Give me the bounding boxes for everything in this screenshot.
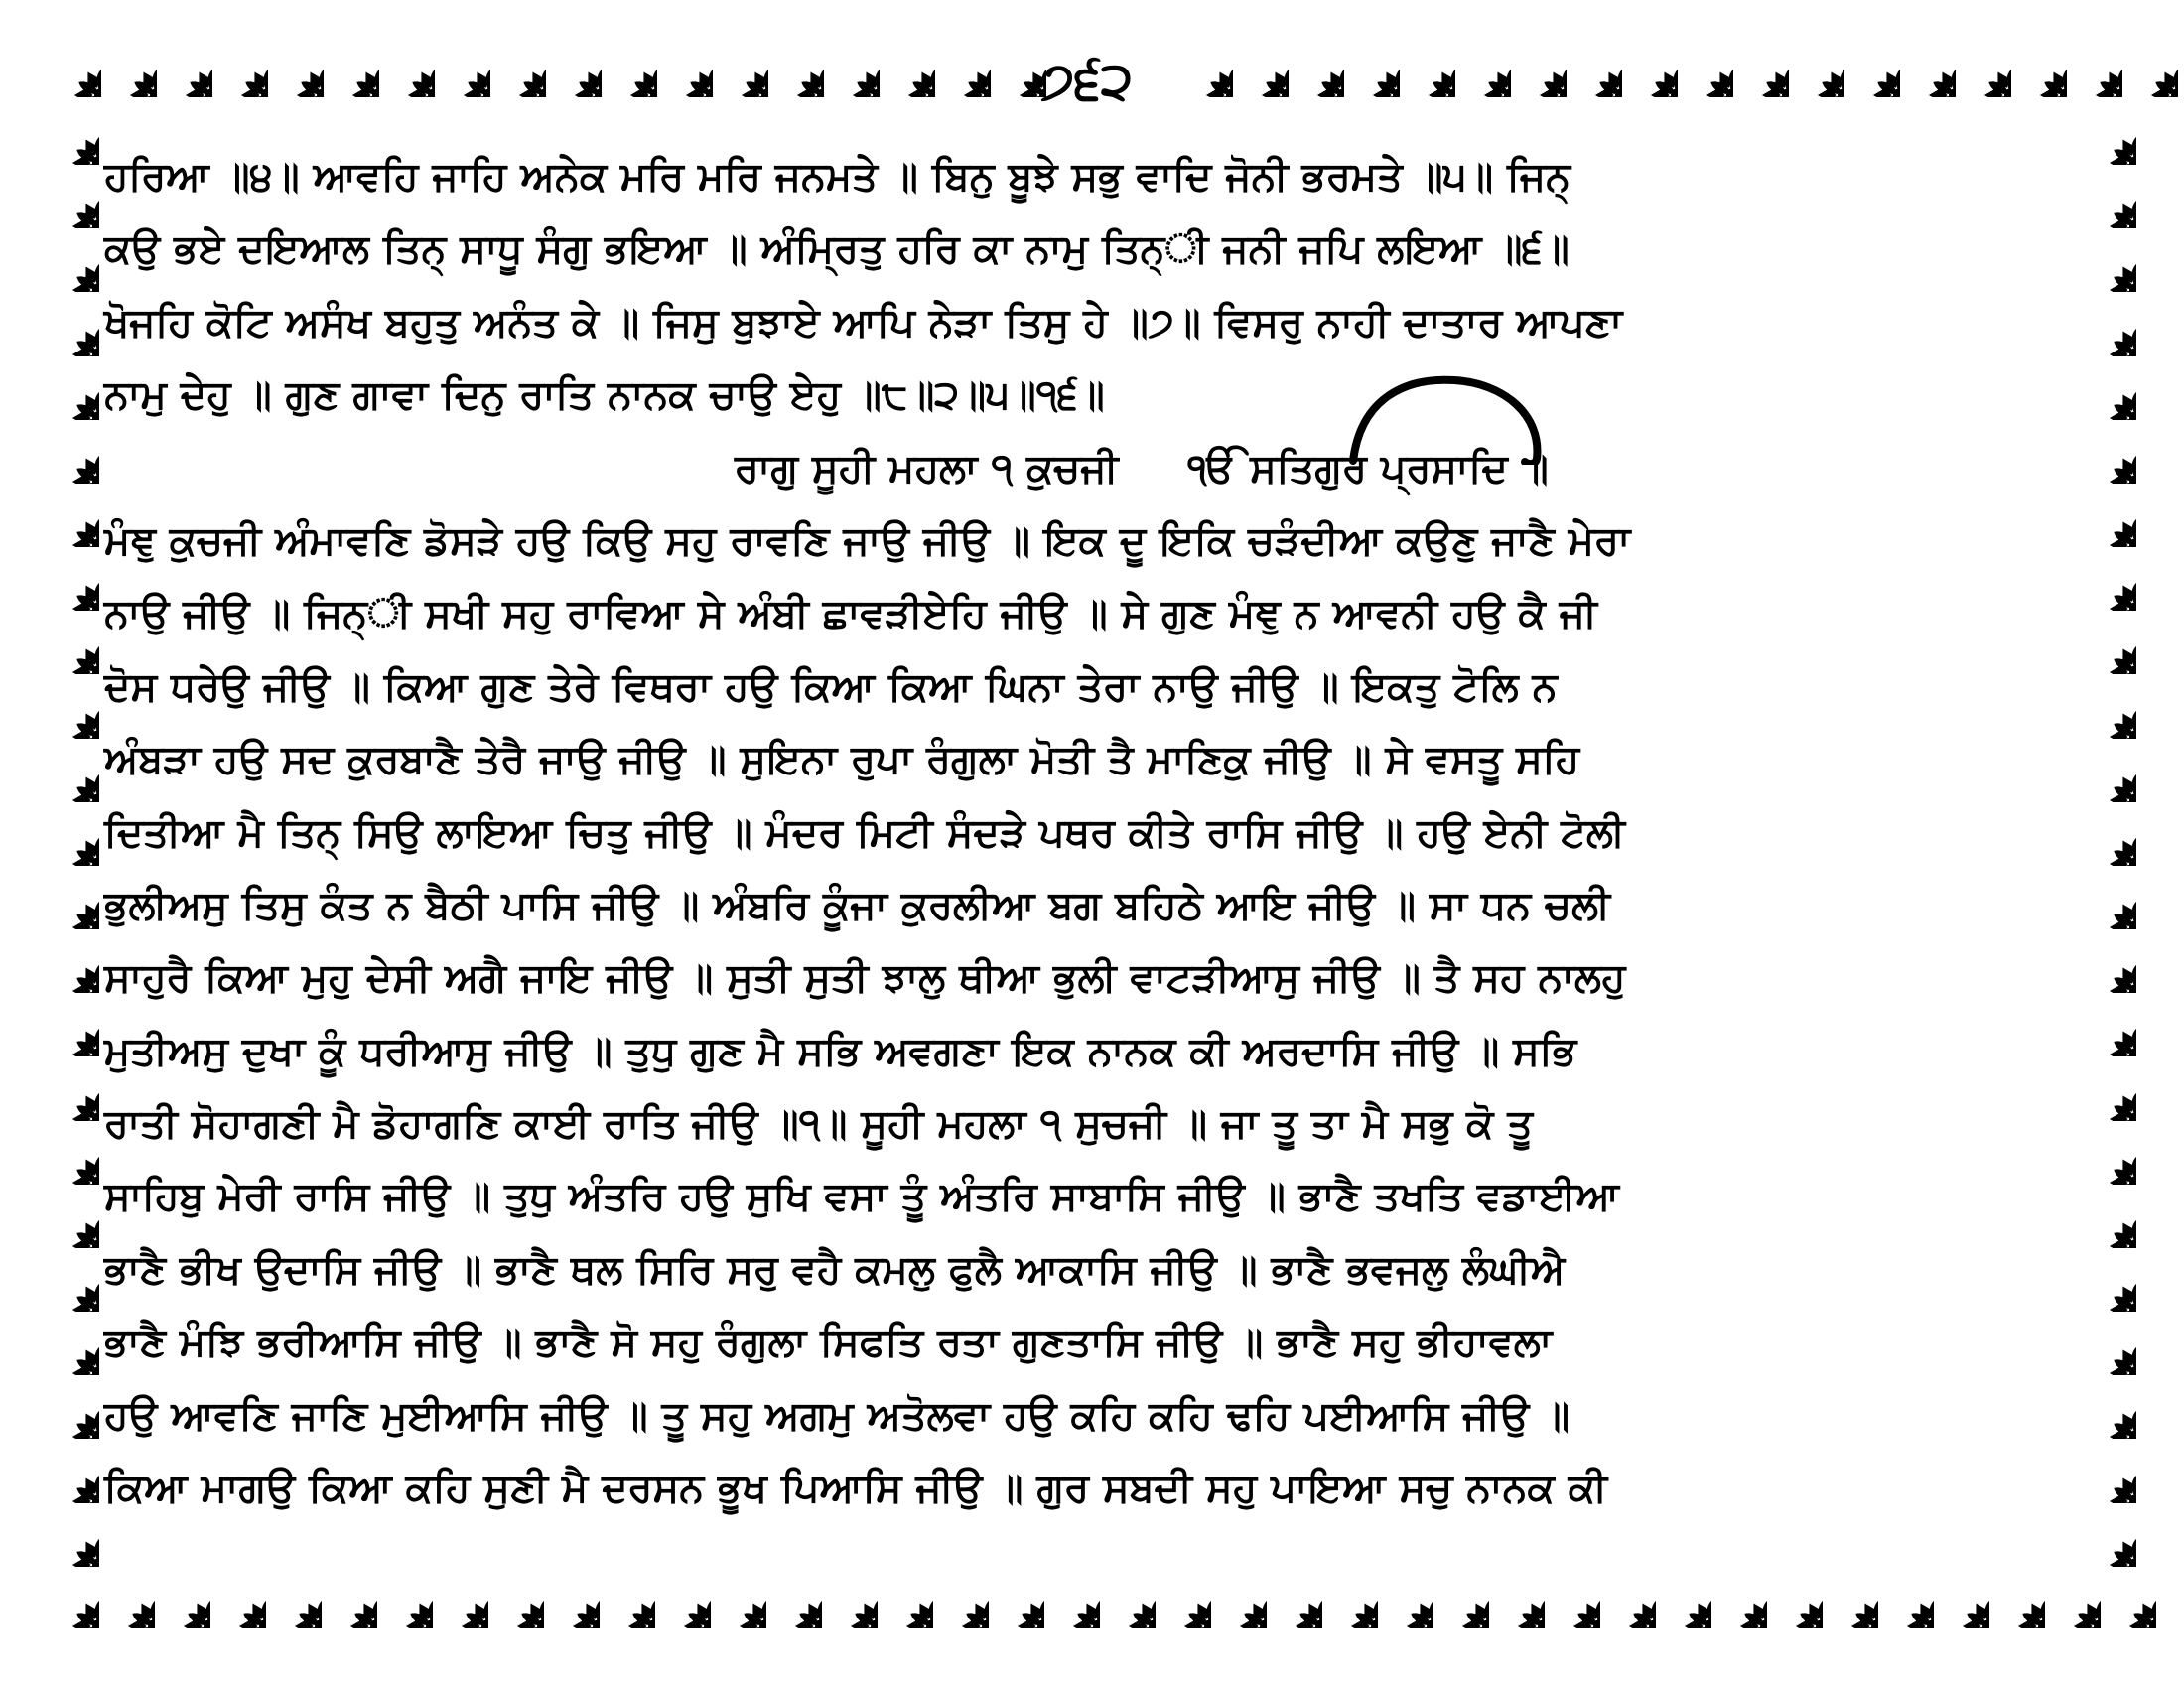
mangal-invocation: ੴ ਸਤਿਗੁਰ ਪ੍ਰਸਾਦਿ ॥ <box>1187 445 1549 492</box>
flower-ornament-icon <box>1044 1569 1100 1628</box>
flower-ornament-icon <box>1433 1569 1489 1628</box>
flower-ornament-icon <box>44 1379 99 1439</box>
flower-ornament-icon <box>1878 1569 1934 1628</box>
flower-ornament-icon <box>435 38 490 97</box>
flower-ornament-icon <box>880 38 935 97</box>
gurbani-line: ਭਾਣੈ ਭੀਖ ਉਦਾਸਿ ਜੀਉ ॥ ਭਾਣੈ ਥਲ ਸਿਰਿ ਸਰੁ ਵਹੈ ਕਮਲੁ ਫੁਲੈ ਆਕਾਸਿ ਜੀਉ ॥ ਭਾਣੈ ਭਵਜਲੁ ਲੰਘੀਐ <box>104 1246 1566 1293</box>
flower-ornament-icon <box>44 806 99 866</box>
flower-ornament-icon <box>44 997 99 1056</box>
gurbani-line: ਭੁਲੀਅਸੁ ਤਿਸੁ ਕੰਤ ਨ ਬੈਠੀ ਪਾਸਿ ਜੀਉ ॥ ਅੰਬਰਿ ਕੂੰਜਾ ਕੁਰਲੀਆ ਬਗ ਬਹਿਠੇ ਆਇ ਜੀਉ ॥ ਸਾ ਧਨ ਚਲੀ <box>104 882 1611 928</box>
flower-ornament-icon <box>2081 997 2136 1056</box>
flower-ornament-icon <box>44 1189 99 1248</box>
raag-title: ਰਾਗੁ ਸੂਹੀ ਮਹਲਾ ੧ ਕੁਚਜੀ <box>735 445 1119 492</box>
flower-ornament-icon <box>210 1569 266 1628</box>
flower-ornament-icon <box>2081 424 2136 484</box>
gurbani-line: ਰਾਤੀ ਸੋਹਾਗਣੀ ਮੈ ਡੋਹਾਗਣਿ ਕਾਈ ਰਾਤਿ ਜੀਉ ॥੧॥ ਸੂਹੀ ਮਹਲਾ ੧ ਸੁਚਜੀ ॥ ਜਾ ਤੂ ਤਾ ਮੈ ਸਭੁ ਕੋ ਤੂ <box>104 1101 1533 1148</box>
flower-ornament-icon <box>711 1569 766 1628</box>
gurbani-line: ਦੋਸ ਧਰੇਉ ਜੀਉ ॥ ਕਿਆ ਗੁਣ ਤੇਰੇ ਵਿਥਰਾ ਹਉ ਕਿਆ ਕਿਆ ਘਿਨਾ ਤੇਰਾ ਨਾਉ ਜੀਉ ॥ ਇਕਤੁ ਟੋਲਿ ਨ <box>104 663 1558 710</box>
flower-ornament-icon <box>2081 1379 2136 1439</box>
flower-ornament-icon <box>2081 806 2136 866</box>
flower-ornament-icon <box>2045 1569 2101 1628</box>
flower-ornament-icon <box>44 743 99 802</box>
flower-ornament-icon <box>1789 38 1844 97</box>
flower-ornament-icon <box>379 38 435 97</box>
gurbani-line: ਸਾਹਿਬੁ ਮੇਰੀ ਰਾਸਿ ਜੀਉ ॥ ਤੁਧੁ ਅੰਤਰਿ ਹਉ ਸੁਖਿ ਵਸਾ ਤੂੰ ਅੰਤਰਿ ਸਾਬਾਸਿ ਜੀਉ ॥ ਭਾਣੈ ਤਖਤਿ ਵਡਾਈਆ <box>104 1174 1620 1220</box>
bottom-border-ornaments <box>44 1569 2142 1632</box>
gurbani-line: ਹਰਿਆ ॥੪॥ ਆਵਹਿ ਜਾਹਿ ਅਨੇਕ ਮਰਿ ਮਰਿ ਜਨਮਤੇ ॥ ਬਿਨੁ ਬੂਝੇ ਸਭੁ ਵਾਦਿ ਜੋਨੀ ਭਰਮਤੇ ॥੫॥ ਜਿਨ੍ <box>104 154 1571 200</box>
flower-ornament-icon <box>44 615 99 674</box>
flower-ornament-icon <box>2081 933 2136 993</box>
flower-ornament-icon <box>768 38 824 97</box>
flower-ornament-icon <box>2081 105 2136 165</box>
flower-ornament-icon <box>44 1061 99 1121</box>
flower-ornament-icon <box>44 933 99 993</box>
page-number: ੭੬੨ <box>1040 52 1134 111</box>
flower-ornament-icon <box>2122 38 2178 97</box>
flower-ornament-icon <box>101 38 157 97</box>
flower-ornament-icon <box>657 38 713 97</box>
flower-ornament-icon <box>766 1569 822 1628</box>
flower-ornament-icon <box>1455 38 1511 97</box>
flower-ornament-icon <box>488 1569 544 1628</box>
gurbani-line: ਅੰਬੜਾ ਹਉ ਸਦ ਕੁਰਬਾਣੈ ਤੇਰੈ ਜਾਉ ਜੀਉ ॥ ਸੁਇਨਾ ਰੁਪਾ ਰੰਗੁਲਾ ਮੋਤੀ ਤੈ ਮਾਣਿਕੁ ਜੀਉ ॥ ਸੇ ਵਸਤੂ ਸਹਿ <box>104 737 1580 783</box>
flower-ornament-icon <box>44 870 99 929</box>
flower-ornament-icon <box>212 38 268 97</box>
flower-ornament-icon <box>1289 38 1344 97</box>
flower-ornament-icon <box>44 551 99 611</box>
flower-ornament-icon <box>2081 1252 2136 1312</box>
flower-ornament-icon <box>1100 1569 1156 1628</box>
gurbani-line: ਖੋਜਹਿ ਕੋਟਿ ਅਸੰਖ ਬਹੁਤੁ ਅਨੰਤ ਕੇ ॥ ਜਿਸੁ ਬੁਝਾਏ ਆਪਿ ਨੇੜਾ ਤਿਸੁ ਹੇ ॥੭॥ ਵਿਸਰੁ ਨਾਹੀ ਦਾਤਾਰ ਆਪਣਾ <box>104 299 1623 346</box>
flower-ornament-icon <box>824 38 880 97</box>
flower-ornament-icon <box>1989 1569 2045 1628</box>
flower-ornament-icon <box>490 38 546 97</box>
flower-ornament-icon <box>2081 297 2136 356</box>
flower-ornament-icon <box>2081 169 2136 228</box>
flower-ornament-icon <box>2101 1569 2156 1628</box>
flower-ornament-icon <box>2081 870 2136 929</box>
flower-ornament-icon <box>2081 1189 2136 1248</box>
flower-ornament-icon <box>44 679 99 739</box>
flower-ornament-icon <box>1767 1569 1823 1628</box>
flower-ornament-icon <box>2081 488 2136 547</box>
flower-ornament-icon <box>713 38 768 97</box>
gurbani-line: ਨਾਮੁ ਦੇਹੁ ॥ ਗੁਣ ਗਾਵਾ ਦਿਨੁ ਰਾਤਿ ਨਾਨਕ ਚਾਉ ਏਹੁ ॥੮॥੨॥੫॥੧੬॥ <box>104 372 1105 419</box>
flower-ornament-icon <box>433 1569 488 1628</box>
flower-ornament-icon <box>2081 743 2136 802</box>
flower-ornament-icon <box>1622 38 1678 97</box>
flower-ornament-icon <box>1600 1569 1656 1628</box>
gurbani-line: ਦਿਤੀਆ ਮੈ ਤਿਨ੍ ਸਿਉ ਲਾਇਆ ਚਿਤੁ ਜੀਉ ॥ ਮੰਦਰ ਮਿਟੀ ਸੰਦੜੇ ਪਥਰ ਕੀਤੇ ਰਾਸਿ ਜੀਉ ॥ ਹਉ ਏਨੀ ਟੋਲੀ <box>104 809 1625 856</box>
flower-ornament-icon <box>44 1125 99 1185</box>
flower-ornament-icon <box>1545 1569 1600 1628</box>
gurbani-line: ਮੰਞੁ ਕੁਚਜੀ ਅੰਮਾਵਣਿ ਡੋਸੜੇ ਹਉ ਕਿਉ ਸਹੁ ਰਾਵਣਿ ਜਾਉ ਜੀਉ ॥ ਇਕ ਦੂ ਇਕਿ ਚੜੰਦੀਆ ਕਉਣੁ ਜਾਣੈ ਮੇਰਾ <box>104 517 1631 564</box>
flower-ornament-icon <box>1656 1569 1711 1628</box>
flower-ornament-icon <box>1344 38 1400 97</box>
flower-ornament-icon <box>44 1444 99 1503</box>
flower-ornament-icon <box>1378 1569 1433 1628</box>
flower-ornament-icon <box>1844 38 1900 97</box>
flower-ornament-icon <box>1156 1569 1211 1628</box>
flower-ornament-icon <box>878 1569 933 1628</box>
flower-ornament-icon <box>1322 1569 1378 1628</box>
flower-ornament-icon <box>2081 1061 2136 1121</box>
flower-ornament-icon <box>1567 38 1622 97</box>
gurbani-line: ਕਉ ਭਏ ਦਇਆਲ ਤਿਨ੍ ਸਾਧੂ ਸੰਗੁ ਭਇਆ ॥ ਅੰਮ੍ਰਿਤੁ ਹਰਿ ਕਾ ਨਾਮੁ ਤਿਨ੍ੀ ਜਨੀ ਜਪਿ ਲਇਆ ॥੬॥ <box>104 226 1570 273</box>
flower-ornament-icon <box>1489 1569 1545 1628</box>
flower-ornament-icon <box>1823 1569 1878 1628</box>
flower-ornament-icon <box>268 38 324 97</box>
gurbani-text-block <box>104 141 2052 1531</box>
flower-ornament-icon <box>655 1569 711 1628</box>
flower-ornament-icon <box>44 1252 99 1312</box>
flower-ornament-icon <box>377 1569 433 1628</box>
left-border-ornaments <box>44 105 103 1567</box>
flower-ornament-icon <box>602 38 657 97</box>
flower-ornament-icon <box>2081 615 2136 674</box>
gurbani-lines <box>104 141 2052 1525</box>
flower-ornament-icon <box>157 38 212 97</box>
flower-ornament-icon <box>546 38 602 97</box>
flower-ornament-icon <box>44 105 99 165</box>
right-border-ornaments <box>2081 105 2140 1567</box>
gurbani-line: ਨਾਉ ਜੀਉ ॥ ਜਿਨ੍ੀ ਸਖੀ ਸਹੁ ਰਾਵਿਆ ਸੇ ਅੰਬੀ ਛਾਵੜੀਏਹਿ ਜੀਉ ॥ ਸੇ ਗੁਣ ਮੰਞੁ ਨ ਆਵਨੀ ਹਉ ਕੈ ਜੀ <box>104 591 1597 637</box>
flower-ornament-icon <box>44 1507 99 1567</box>
flower-ornament-icon <box>44 1316 99 1375</box>
flower-ornament-icon <box>935 38 991 97</box>
flower-ornament-icon <box>2011 38 2067 97</box>
flower-ornament-icon <box>1900 38 1956 97</box>
flower-ornament-icon <box>1956 38 2011 97</box>
flower-ornament-icon <box>44 424 99 484</box>
flower-ornament-icon <box>1711 1569 1767 1628</box>
flower-ornament-icon <box>44 1569 99 1628</box>
flower-ornament-icon <box>1400 38 1455 97</box>
flower-ornament-icon <box>933 1569 989 1628</box>
flower-ornament-icon <box>544 1569 600 1628</box>
flower-ornament-icon <box>1233 38 1289 97</box>
flower-ornament-icon <box>46 38 101 97</box>
flower-ornament-icon <box>2156 1569 2184 1628</box>
top-border-right-ornaments <box>1177 38 2142 101</box>
gurbani-line: ਹਉ ਆਵਣਿ ਜਾਣਿ ਮੁਈਆਸਿ ਜੀਉ ॥ ਤੂ ਸਹੁ ਅਗਮੁ ਅਤੋਲਵਾ ਹਉ ਕਹਿ ਕਹਿ ਢਹਿ ਪਈਆਸਿ ਜੀਉ ॥ <box>104 1392 1570 1439</box>
gurbani-line: ਕਿਆ ਮਾਗਉ ਕਿਆ ਕਹਿ ਸੁਣੀ ਮੈ ਦਰਸਨ ਭੂਖ ਪਿਆਸਿ ਜੀਉ ॥ ਗੁਰ ਸਬਦੀ ਸਹੁ ਪਾਇਆ ਸਚੁ ਨਾਨਕ ਕੀ <box>104 1466 1608 1512</box>
flower-ornament-icon <box>44 488 99 547</box>
flower-ornament-icon <box>44 232 99 292</box>
flower-ornament-icon <box>2081 1125 2136 1185</box>
flower-ornament-icon <box>600 1569 655 1628</box>
flower-ornament-icon <box>322 1569 377 1628</box>
flower-ornament-icon <box>1177 38 1233 97</box>
flower-ornament-icon <box>1678 38 1733 97</box>
flower-ornament-icon <box>1511 38 1567 97</box>
flower-ornament-icon <box>99 1569 155 1628</box>
flower-ornament-icon <box>822 1569 878 1628</box>
section-heading-line <box>104 433 2052 505</box>
flower-ornament-icon <box>2081 232 2136 292</box>
flower-ornament-icon <box>324 38 379 97</box>
top-border-left-ornaments <box>46 38 1001 101</box>
flower-ornament-icon <box>989 1569 1044 1628</box>
flower-ornament-icon <box>266 1569 322 1628</box>
flower-ornament-icon <box>1211 1569 1267 1628</box>
gurbani-line: ਸਾਹੁਰੈ ਕਿਆ ਮੁਹੁ ਦੇਸੀ ਅਗੈ ਜਾਇ ਜੀਉ ॥ ਸੁਤੀ ਸੁਤੀ ਝਾਲੁ ਥੀਆ ਭੁਲੀ ਵਾਟੜੀਆਸੁ ਜੀਉ ॥ ਤੈ ਸਹ ਨਾਲਹੁ <box>104 955 1626 1002</box>
flower-ornament-icon <box>2081 679 2136 739</box>
flower-ornament-icon <box>2081 1507 2136 1567</box>
flower-ornament-icon <box>44 169 99 228</box>
flower-ornament-icon <box>1267 1569 1322 1628</box>
flower-ornament-icon <box>1934 1569 1989 1628</box>
flower-ornament-icon <box>2067 38 2122 97</box>
flower-ornament-icon <box>2081 360 2136 420</box>
flower-ornament-icon <box>2081 1444 2136 1503</box>
gurbani-line: ਮੁਤੀਅਸੁ ਦੁਖਾ ਕੂੰ ਧਰੀਆਸੁ ਜੀਉ ॥ ਤੁਧੁ ਗੁਣ ਮੈ ਸਭਿ ਅਵਗਣਾ ਇਕ ਨਾਨਕ ਕੀ ਅਰਦਾਸਿ ਜੀਉ ॥ ਸਭਿ <box>104 1028 1577 1074</box>
flower-ornament-icon <box>44 297 99 356</box>
flower-ornament-icon <box>1733 38 1789 97</box>
gurbani-line: ਭਾਣੈ ਮੰਝਿ ਭਰੀਆਸਿ ਜੀਉ ॥ ਭਾਣੈ ਸੋ ਸਹੁ ਰੰਗੁਲਾ ਸਿਫਤਿ ਰਤਾ ਗੁਣਤਾਸਿ ਜੀਉ ॥ ਭਾਣੈ ਸਹੁ ਭੀਹਾਵਲਾ <box>104 1320 1553 1366</box>
flower-ornament-icon <box>2081 551 2136 611</box>
flower-ornament-icon <box>44 360 99 420</box>
flower-ornament-icon <box>155 1569 210 1628</box>
flower-ornament-icon <box>2081 1316 2136 1375</box>
